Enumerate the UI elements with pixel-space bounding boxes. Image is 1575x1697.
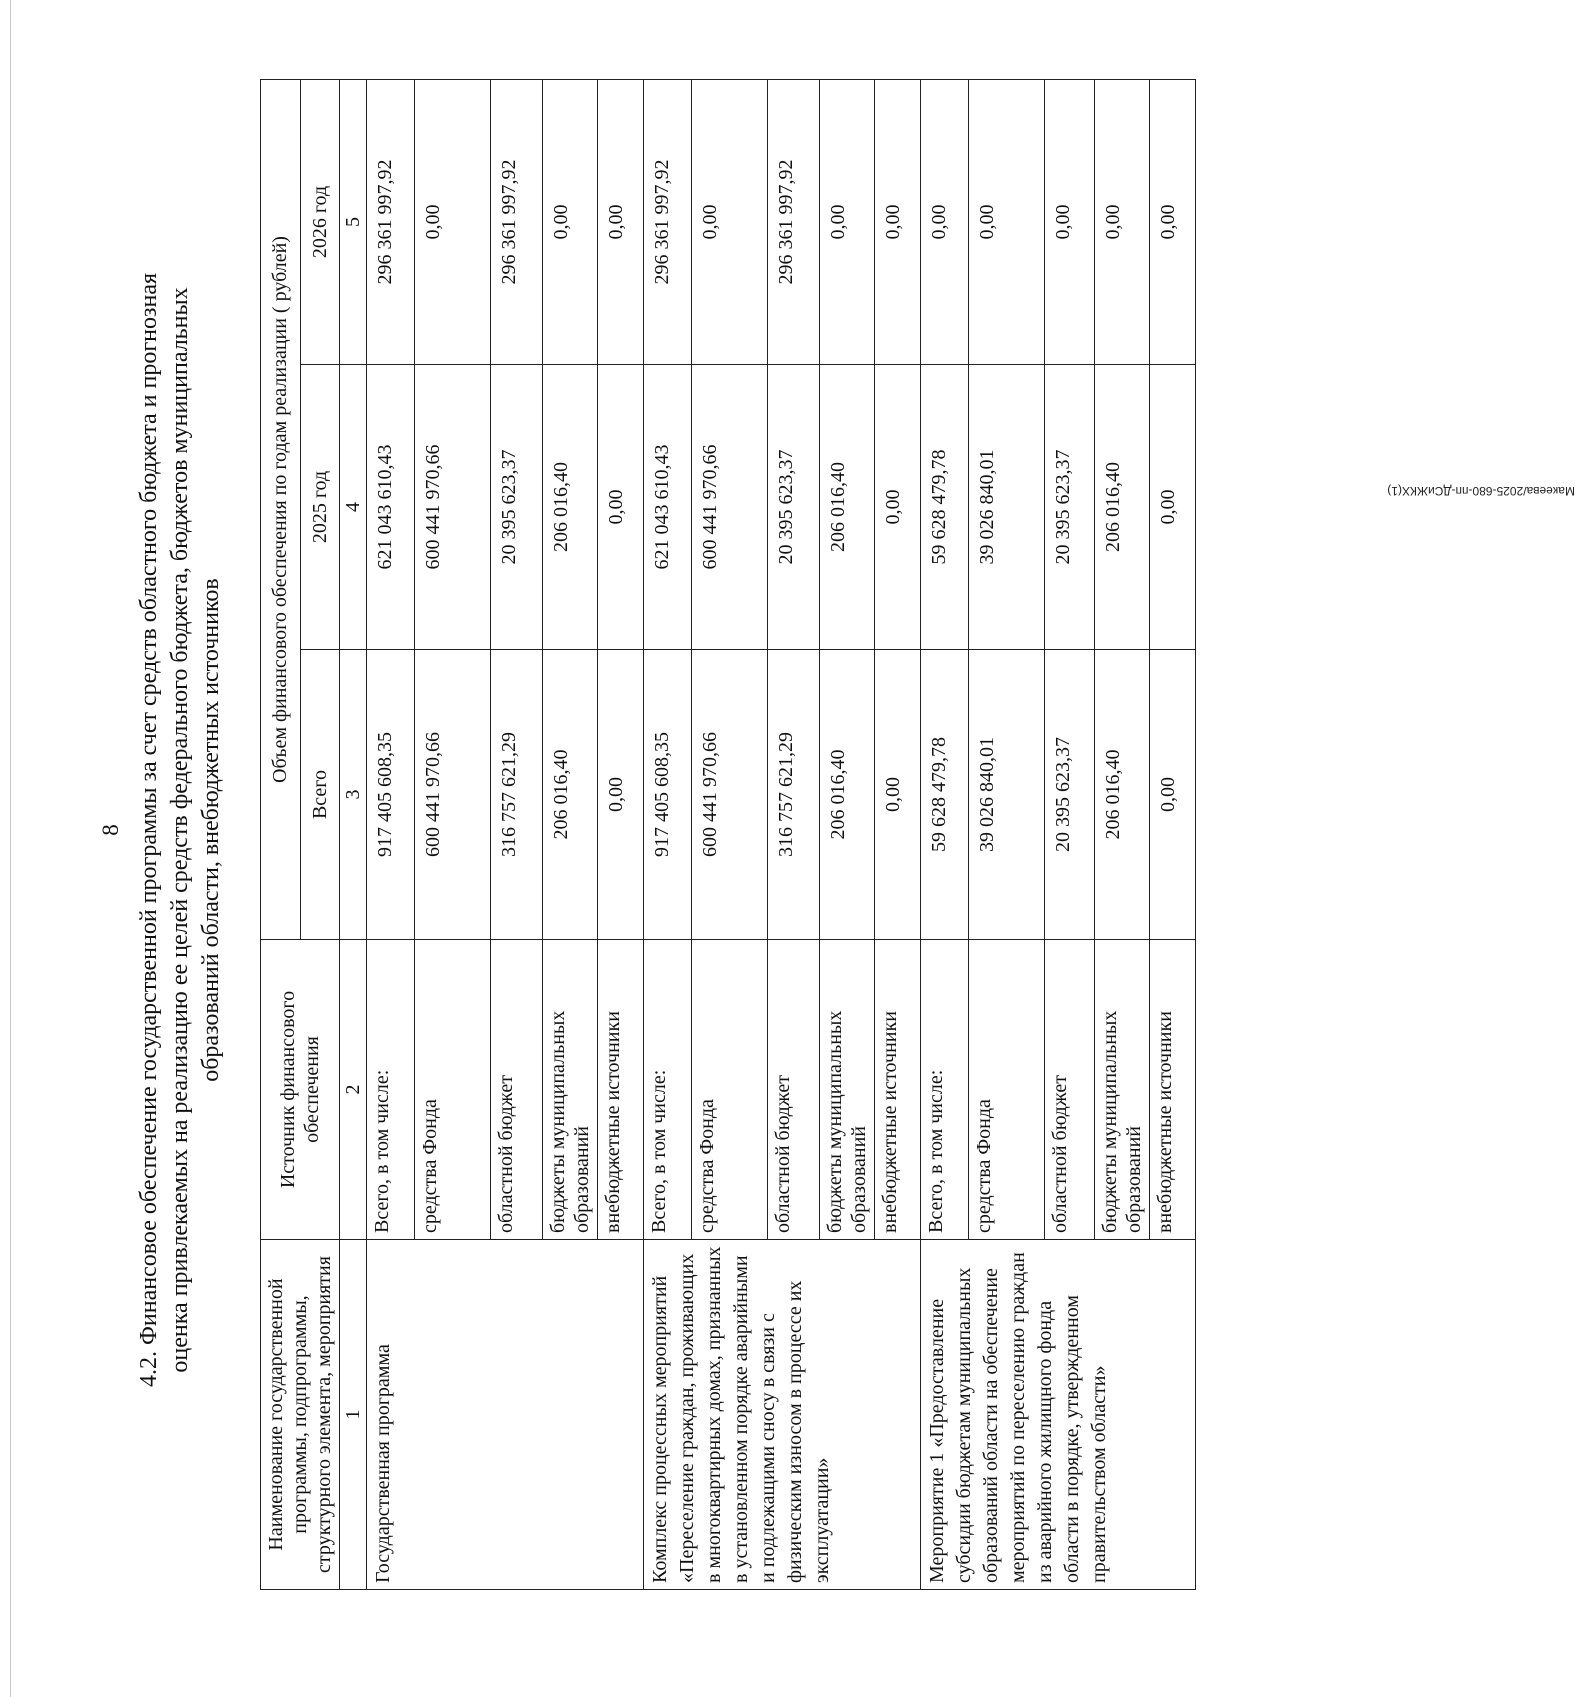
- rotated-page-content: [90, 30, 1575, 1630]
- program-element-name: Государственная программа: [367, 1240, 644, 1590]
- amount-2025-cell: 206 016,40: [1095, 365, 1150, 650]
- column-index: 5: [340, 79, 367, 364]
- total-amount-cell: 0,00: [875, 650, 921, 940]
- column-index-row: [340, 79, 367, 1589]
- table-header-row: [261, 79, 301, 1589]
- funding-source-cell: бюджеты муниципальных образований: [1095, 940, 1150, 1240]
- total-amount-cell: 316 757 621,29: [768, 650, 820, 940]
- amount-2025-cell: 206 016,40: [543, 365, 598, 650]
- header-year-2025: 2025 год: [300, 365, 340, 650]
- column-index: 3: [340, 650, 367, 940]
- funding-source-cell: областной бюджет: [1045, 940, 1095, 1240]
- title-line: 4.2. Финансовое обеспечение государственной программы за счет средств областного бюджета и прогнозная: [136, 272, 162, 1388]
- total-amount-cell: 0,00: [598, 650, 644, 940]
- amount-2026-cell: 0,00: [1150, 79, 1196, 364]
- amount-2026-cell: 0,00: [969, 79, 1045, 364]
- total-amount-cell: 917 405 608,35: [367, 650, 415, 940]
- funding-source-cell: областной бюджет: [491, 940, 543, 1240]
- amount-2025-cell: 0,00: [1150, 365, 1196, 650]
- amount-2025-cell: 20 395 623,37: [1045, 365, 1095, 650]
- funding-source-cell: внебюджетные источники: [875, 940, 921, 1240]
- total-amount-cell: 20 395 623,37: [1045, 650, 1095, 940]
- funding-source-cell: внебюджетные источники: [598, 940, 644, 1240]
- program-element-name: Комплекс процессных мероприятий «Переселение граждан, проживающих в многоквартирных домах, признанных в установленном порядке аварийными и подлежащими сносу в связи с физическим износом в процессе их эксплуатации»: [644, 1240, 921, 1590]
- amount-2026-cell: 296 361 997,92: [491, 79, 543, 364]
- header-funding-source: Источник финансового обеспечения: [261, 940, 340, 1240]
- amount-2025-cell: 206 016,40: [820, 365, 875, 650]
- page-number: 8: [98, 824, 123, 836]
- funding-source-cell: областной бюджет: [768, 940, 820, 1240]
- total-amount-cell: 206 016,40: [1095, 650, 1150, 940]
- total-amount-cell: 600 441 970,66: [692, 650, 768, 940]
- amount-2026-cell: 0,00: [598, 79, 644, 364]
- amount-2026-cell: 0,00: [1045, 79, 1095, 364]
- funding-source-cell: Всего, в том числе:: [367, 940, 415, 1240]
- amount-2025-cell: 39 026 840,01: [969, 365, 1045, 650]
- amount-2025-cell: 20 395 623,37: [491, 365, 543, 650]
- header-total: Всего: [300, 650, 340, 940]
- amount-2026-cell: 0,00: [875, 79, 921, 364]
- amount-2026-cell: 296 361 997,92: [768, 79, 820, 364]
- header-program-name: Наименование государственной программы, подпрограммы, структурного элемента, мероприятия: [261, 1240, 340, 1590]
- funding-source-cell: средства Фонда: [415, 940, 491, 1240]
- amount-2026-cell: 0,00: [415, 79, 491, 364]
- title-line: оценка привлекаемых на реализацию ее целей средств федерального бюджета, бюджетов муниципальных: [167, 287, 193, 1373]
- table-row: [644, 79, 692, 1589]
- amount-2025-cell: 0,00: [875, 365, 921, 650]
- amount-2025-cell: 600 441 970,66: [415, 365, 491, 650]
- funding-source-cell: Всего, в том числе:: [921, 940, 969, 1240]
- program-element-name: Мероприятие 1 «Предоставление субсидии бюджетам муниципальных образований области на обеспечение мероприятий по переселению граждан из аварийного жилищного фонда области в порядке, утвержденном правительством области»: [921, 1240, 1196, 1590]
- amount-2025-cell: 59 628 479,78: [921, 365, 969, 650]
- column-index: 2: [340, 940, 367, 1240]
- total-amount-cell: 600 441 970,66: [415, 650, 491, 940]
- amount-2025-cell: 621 043 610,43: [644, 365, 692, 650]
- document-code: Макеева/2025-680-пп-ДСиЖКХ(1): [1387, 484, 1575, 498]
- funding-source-cell: средства Фонда: [692, 940, 768, 1240]
- total-amount-cell: 316 757 621,29: [491, 650, 543, 940]
- column-index: 4: [340, 365, 367, 650]
- total-amount-cell: 917 405 608,35: [644, 650, 692, 940]
- table-row: [921, 79, 969, 1589]
- amount-2025-cell: 0,00: [598, 365, 644, 650]
- amount-2026-cell: 296 361 997,92: [644, 79, 692, 364]
- funding-source-cell: Всего, в том числе:: [644, 940, 692, 1240]
- scan-edge-line: [10, 0, 11, 1697]
- funding-source-cell: средства Фонда: [969, 940, 1045, 1240]
- amount-2026-cell: 0,00: [820, 79, 875, 364]
- funding-source-cell: бюджеты муниципальных образований: [543, 940, 598, 1240]
- total-amount-cell: 0,00: [1150, 650, 1196, 940]
- title-line: образований области, внебюджетных источников: [198, 578, 224, 1082]
- header-year-2026: 2026 год: [300, 79, 340, 364]
- funding-source-cell: внебюджетные источники: [1150, 940, 1196, 1240]
- amount-2025-cell: 621 043 610,43: [367, 365, 415, 650]
- header-financing-volume: Объем финансового обеспечения по годам реализации ( рублей): [261, 79, 301, 939]
- financing-table: [260, 79, 1196, 1590]
- total-amount-cell: 39 026 840,01: [969, 650, 1045, 940]
- amount-2026-cell: 0,00: [543, 79, 598, 364]
- amount-2026-cell: 0,00: [692, 79, 768, 364]
- amount-2026-cell: 0,00: [921, 79, 969, 364]
- total-amount-cell: 59 628 479,78: [921, 650, 969, 940]
- amount-2026-cell: 0,00: [1095, 79, 1150, 364]
- total-amount-cell: 206 016,40: [543, 650, 598, 940]
- column-index: 1: [340, 1240, 367, 1590]
- amount-2025-cell: 600 441 970,66: [692, 365, 768, 650]
- amount-2025-cell: 20 395 623,37: [768, 365, 820, 650]
- funding-source-cell: бюджеты муниципальных образований: [820, 940, 875, 1240]
- section-title: [134, 130, 227, 1530]
- amount-2026-cell: 296 361 997,92: [367, 79, 415, 364]
- total-amount-cell: 206 016,40: [820, 650, 875, 940]
- table-row: [367, 79, 415, 1589]
